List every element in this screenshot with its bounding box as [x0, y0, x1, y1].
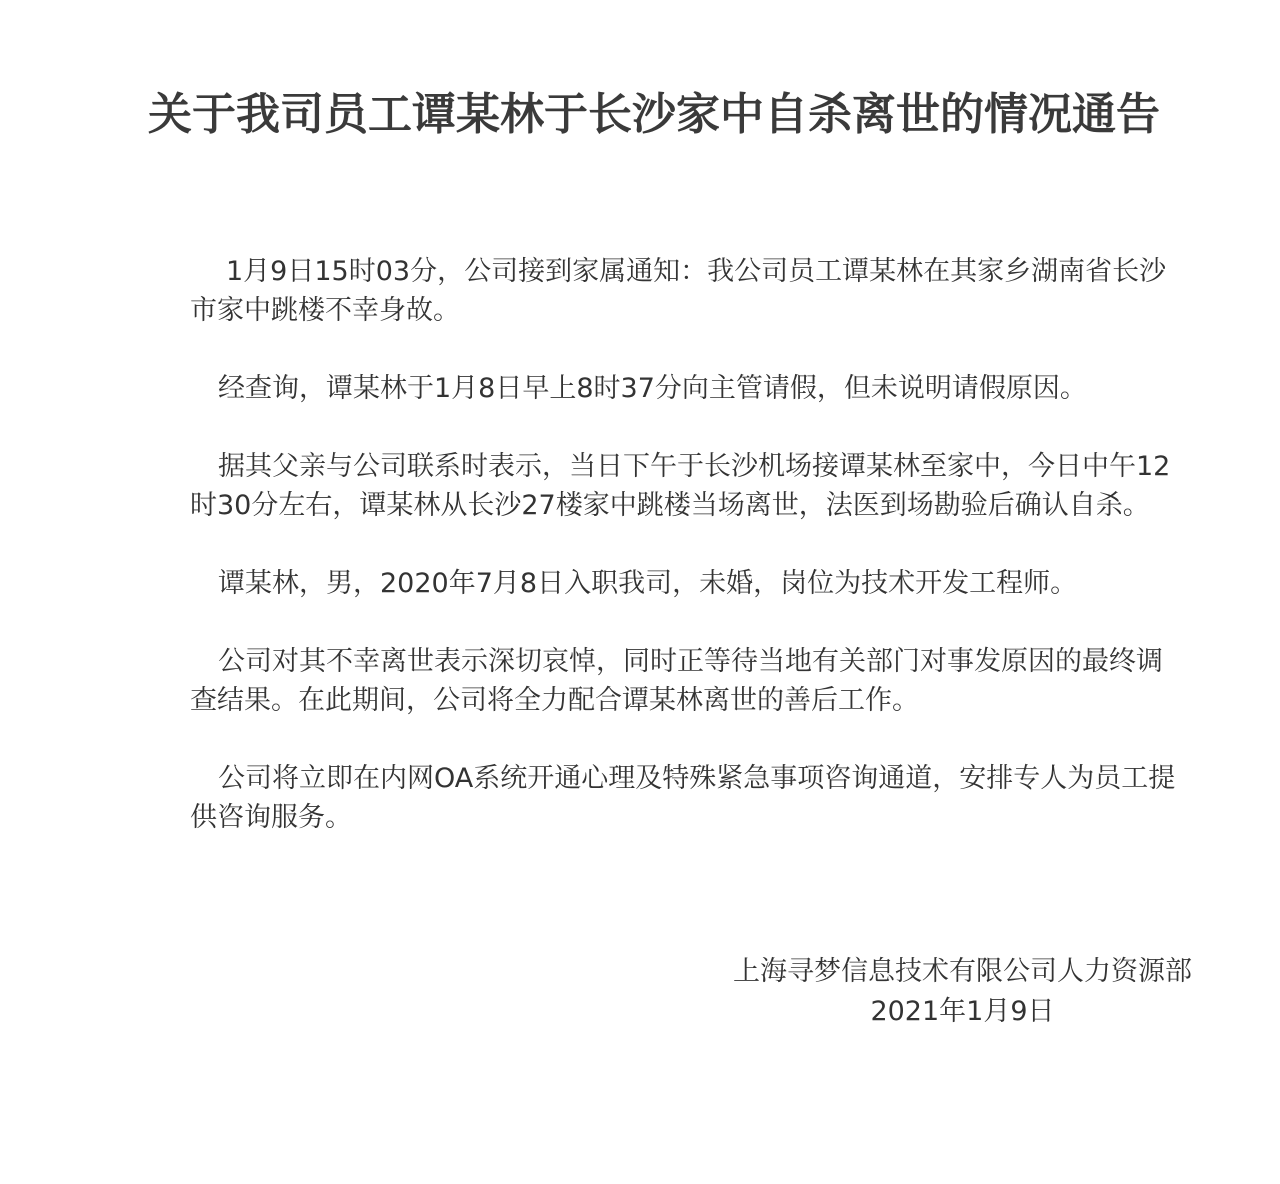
notice-title: 关于我司员工谭某林于长沙家中自杀离世的情况通告 — [148, 89, 1160, 140]
notice-paragraph: 据其父亲与公司联系时表示，当日下午于长沙机场接谭某林至家中，今日中午12时30分左右，谭某林从长沙27楼家中跳楼当场离世，法医到场勘验后确认自杀。 — [190, 451, 1171, 521]
notice-paragraph: 1月9日15时03分，公司接到家属通知：我公司员工谭某林在其家乡湖南省长沙市家中跳楼不幸身故。 — [190, 256, 1167, 326]
notice-body — [190, 252, 1180, 876]
signature-date: 2021年1月9日 — [870, 996, 1055, 1027]
notice-paragraph: 谭某林，男，2020年7月8日入职我司，未婚，岗位为技术开发工程师。 — [218, 568, 1078, 599]
signature-organization: 上海寻梦信息技术有限公司人力资源部 — [733, 956, 1192, 987]
notice-paragraph: 公司将立即在内网OA系统开通心理及特殊紧急事项咨询通道，安排专人为员工提供咨询服务。 — [190, 763, 1176, 833]
notice-paragraph: 经查询，谭某林于1月8日早上8时37分向主管请假，但未说明请假原因。 — [218, 373, 1087, 404]
signature-block — [733, 952, 1192, 1032]
notice-paragraph: 公司对其不幸离世表示深切哀悼，同时正等待当地有关部门对事发原因的最终调查结果。在此期间，公司将全力配合谭某林离世的善后工作。 — [190, 646, 1163, 716]
